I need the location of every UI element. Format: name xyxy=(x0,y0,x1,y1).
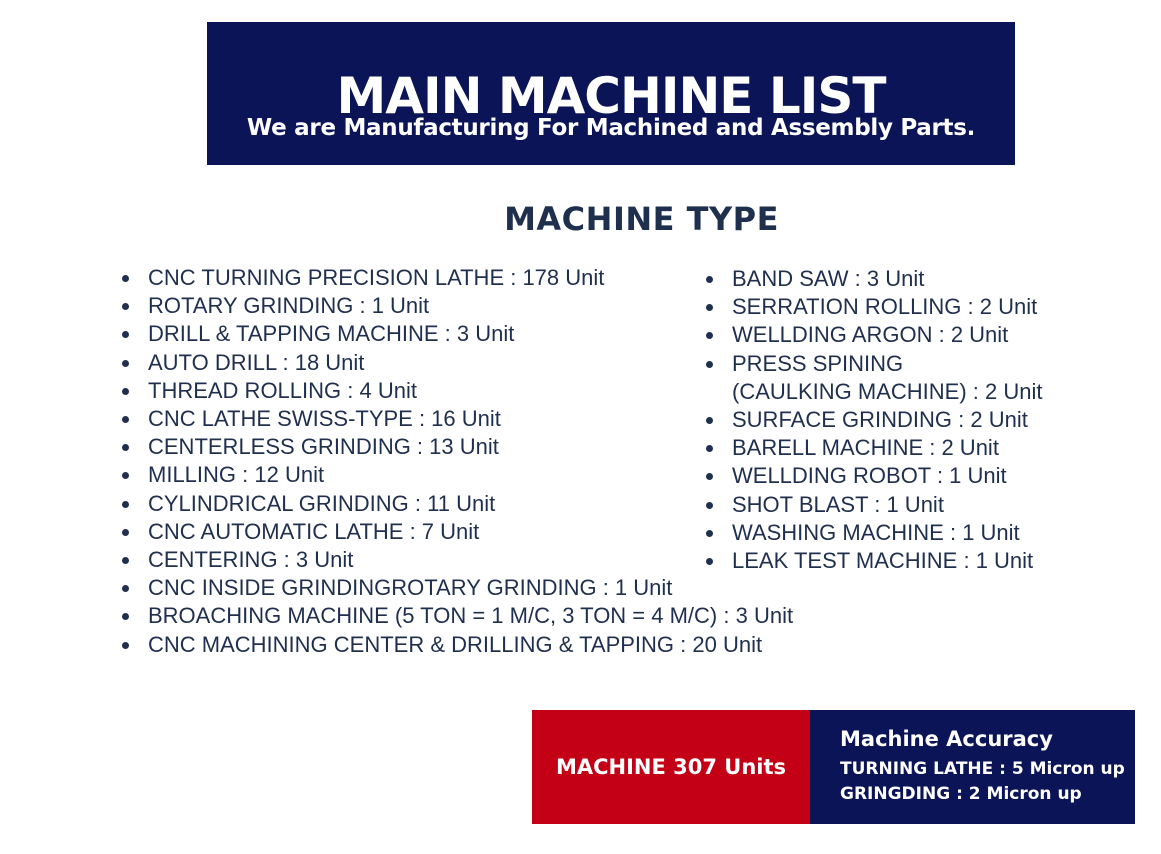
list-item: SHOT BLAST : 1 Unit xyxy=(704,491,1043,519)
list-item: CNC TURNING PRECISION LATHE : 178 Unit xyxy=(120,264,793,292)
list-item: ROTARY GRINDING : 1 Unit xyxy=(120,292,793,320)
list-item: BAND SAW : 3 Unit xyxy=(704,265,1043,293)
list-item-continuation: (CAULKING MACHINE) : 2 Unit xyxy=(732,378,1043,404)
accuracy-title: Machine Accuracy xyxy=(840,727,1053,751)
list-item: MILLING : 12 Unit xyxy=(120,461,793,489)
list-item: SURFACE GRINDING : 2 Unit xyxy=(704,406,1043,434)
machine-list-right xyxy=(704,265,1043,575)
list-item: CENTERING : 3 Unit xyxy=(120,546,793,574)
section-title: MACHINE TYPE xyxy=(504,200,779,238)
list-item: CNC INSIDE GRINDINGROTARY GRINDING : 1 Unit xyxy=(120,574,793,602)
list-item: CYLINDRICAL GRINDING : 11 Unit xyxy=(120,490,793,518)
list-item: THREAD ROLLING : 4 Unit xyxy=(120,377,793,405)
list-item: WELLDING ARGON : 2 Unit xyxy=(704,321,1043,349)
page-title: MAIN MACHINE LIST xyxy=(336,67,886,125)
machine-total-label: MACHINE 307 Units xyxy=(555,755,787,779)
machine-total-box xyxy=(532,710,810,824)
accuracy-turning: TURNING LATHE : 5 Micron up xyxy=(840,759,1125,779)
accuracy-grinding: GRINGDING : 2 Micron up xyxy=(840,784,1082,804)
list-item: LEAK TEST MACHINE : 1 Unit xyxy=(704,547,1043,575)
header-banner xyxy=(207,22,1015,165)
page-subtitle: We are Manufacturing For Machined and Assembly Parts. xyxy=(246,115,976,141)
list-item: WASHING MACHINE : 1 Unit xyxy=(704,519,1043,547)
list-item: DRILL & TAPPING MACHINE : 3 Unit xyxy=(120,320,793,348)
machine-accuracy-box xyxy=(810,710,1135,824)
list-item-line: PRESS SPINING xyxy=(732,350,904,376)
machine-list-left xyxy=(120,264,793,659)
list-item: BARELL MACHINE : 2 Unit xyxy=(704,434,1043,462)
list-item: WELLDING ROBOT : 1 Unit xyxy=(704,462,1043,490)
list-item: CENTERLESS GRINDING : 13 Unit xyxy=(120,433,793,461)
list-item: CNC LATHE SWISS-TYPE : 16 Unit xyxy=(120,405,793,433)
list-item: CNC MACHINING CENTER & DRILLING & TAPPING : 20 Unit xyxy=(120,631,793,659)
list-item: AUTO DRILL : 18 Unit xyxy=(120,349,793,377)
list-item: SERRATION ROLLING : 2 Unit xyxy=(704,293,1043,321)
list-item xyxy=(704,350,1043,406)
list-item: CNC AUTOMATIC LATHE : 7 Unit xyxy=(120,518,793,546)
list-item: BROACHING MACHINE (5 TON = 1 M/C, 3 TON = 4 M/C) : 3 Unit xyxy=(120,602,793,630)
